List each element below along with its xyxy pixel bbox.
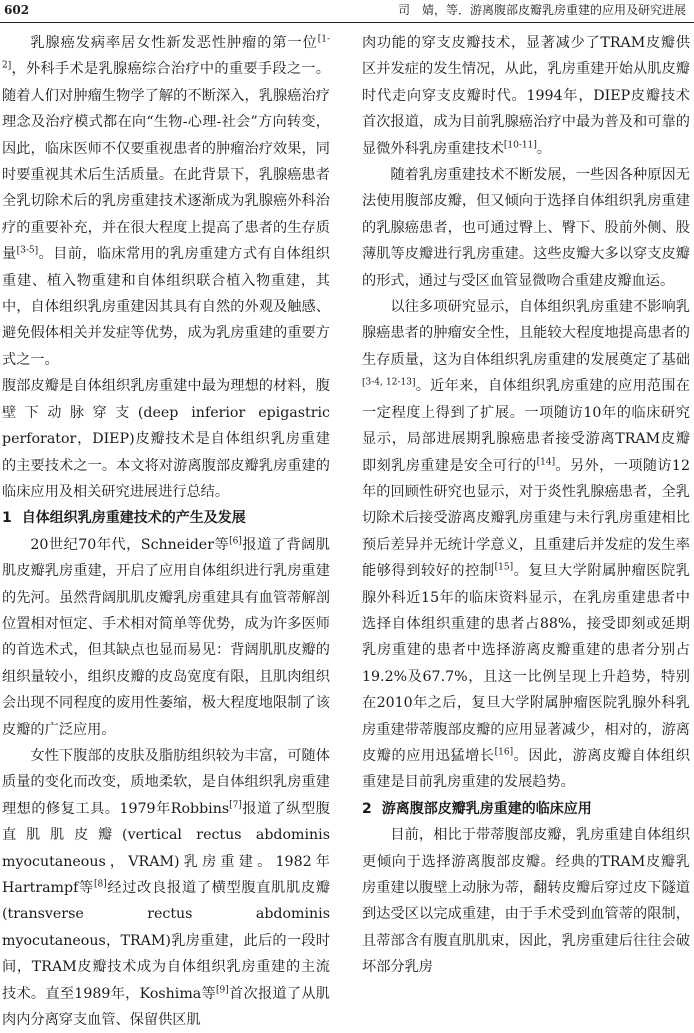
paragraph-perforator: 肉功能的穿支皮瓣技术，显著减少了TRAM皮瓣供区并发症的发生情况，从此，乳房重建开始从肌皮瓣时代走向穿支皮瓣时代。1994年，DIEP皮瓣技术首次报道，成为目前乳腺癌治疗中最为普及和可靠的显微外科乳房重建技术[ $^{10-11}$ ] 。 bbox=[362, 30, 690, 162]
citation: [ $^{14}$ ] bbox=[537, 457, 555, 467]
paragraph-studies: 以往多项研究显示，自体组织乳房重建不影响乳腺癌患者的肿瘤安全性，且能较大程度地提高患者的生存质量，这为自体组织乳房重建的发展奠定了基础[ $^{3-4, 12-13}$ ] 。近年来，自体组织乳房重建的应用范围在一定程度上得到了扩展。一项随访10年的临床研究显示，局部进展期乳腺癌患者接受游离TRAM皮瓣即刻乳房重建是安全可行的[ $^{14}$ ] 。另外，一项随访12年的回顾性研究也显示，对于炎性乳腺癌患者，全乳切除术后接受游离皮瓣乳房重建与未行乳房重建相比预后差异并无统计学意义，且重建后并发症的发生率能够得到较好的控制[ $^{15}$ ] 。复旦大学附属肿瘤医院乳腺外科近15年的临床资料显示，在乳房重建患者中选择自体组织重建的患者占88%，接受即刻或延期乳房重建的患者中选择游离皮瓣重建的患者分别占19.2%及67.7%，且这一比例呈现上升趋势，特别在2010年之后，复旦大学附属肿瘤医院乳腺外科乳房重建带蒂腹部皮瓣的应用显著减少，相对的，游离皮瓣的应用迅猛增长[ $^{16}$ ] 。因此，游离皮瓣自体组织重建是目前乳房重建的发展趋势。 bbox=[362, 294, 690, 796]
section-heading-2: 2 游离腹部皮瓣乳房重建的临床应用 bbox=[362, 800, 592, 817]
citation: [ $^{15}$ ] bbox=[495, 562, 513, 572]
paragraph-diep-overview: 腹部皮瓣是自体组织乳房重建中最为理想的材料，腹壁下动脉穿支(deep inferior epigastric perforator，DIEP)皮瓣技术是自体组织乳房重建的主要技术之一。本文将对游离腹部皮瓣乳房重建的临床应用及相关研究进展进行总结。 bbox=[2, 378, 330, 500]
section-heading-1: 1 自体组织乳房重建技术的产生及发展 bbox=[2, 510, 246, 527]
paragraph-alternative-flaps: 随着乳房重建技术不断发展，一些因各种原因无法使用腹部皮瓣，但又倾向于选择自体组织乳房重建的乳腺癌患者，也可通过臀上、臀下、股前外侧、股薄肌等皮瓣进行乳房重建。这些皮瓣大多以穿支皮瓣的形式，通过与受区血管显微吻合重建皮瓣血运。 bbox=[362, 167, 690, 289]
citation: [ $^{10-11}$ ] bbox=[504, 140, 537, 150]
citation: [ $^{1-2}$ ] bbox=[2, 34, 330, 70]
citation: [ $^9$ ] bbox=[216, 985, 229, 995]
running-header bbox=[0, 0, 694, 23]
left-column bbox=[2, 30, 330, 1033]
citation: [ $^8$ ] bbox=[94, 879, 107, 889]
running-head-title: 司 婧，等．游离腹部皮瓣乳房重建的应用及研究进展 bbox=[397, 3, 686, 17]
citation: [ $^6$ ] bbox=[229, 536, 242, 546]
citation: [ $^7$ ] bbox=[229, 800, 242, 810]
citation: [ $^{3-4, 12-13}$ ] bbox=[362, 378, 415, 388]
paragraph-history: 20世纪70年代，Schneider等[ $^6$ ] 报道了背阔肌肌皮瓣乳房重建，开启了应用自体组织进行乳房重建的先河。虽然背阔肌肌皮瓣乳房重建具有血管蒂解剖位置相对恒定、手术相对简单等优势，成为许多医师的首选术式，但其缺点也显而易见：背阔肌肌皮瓣的组织量较小，组织皮瓣的皮岛宽度有限，且肌肉组织会出现不同程度的废用性萎缩，极大程度地限制了该皮瓣的广泛应用。 bbox=[2, 532, 330, 743]
right-column bbox=[362, 30, 690, 981]
paragraph-clinical-application: 目前，相比于带蒂腹部皮瓣，乳房重建自体组织更倾向于选择游离腹部皮瓣。经典的TRAM皮瓣乳房重建以腹壁上动脉为蒂，翻转皮瓣后穿过皮下隧道到达受区以完成重建，由于手术受到血管蒂的限制，且蒂部含有腹直肌肌束，因此，乳房重建后往往会破坏部分乳房 bbox=[362, 827, 690, 976]
paragraph-abdominal-tissue: 女性下腹部的皮肤及脂肪组织较为丰富，可随体质量的变化而改变，质地柔软，是自体组织乳房重建理想的修复工具。1979年Robbins[ $^7$ ] 报道了纵型腹直肌肌皮瓣(vertical rectus abdominis myocutaneous，VRAM)乳房重建。1982年Hartrampf等[ $^8$ ] 经过改良报道了横型腹直肌肌皮瓣(transverse rectus abdominis myocutaneous，TRAM)乳房重建，此后的一段时间，TRAM皮瓣技术成为自体组织乳房重建的主流技术。直至1989年，Koshima等[ $^9$ ] 首次报道了从肌肉内分离穿支血管、保留供区肌 bbox=[2, 743, 330, 1033]
citation: [ $^{3-5}$ ] bbox=[17, 246, 39, 256]
page-number: 602 bbox=[4, 3, 30, 17]
paragraph-intro: 乳腺癌发病率居女性新发恶性肿瘤的第一位[ $^{1-2}$ ] ，外科手术是乳腺癌综合治疗中的重要手段之一。随着人们对肿瘤生物学了解的不断深入，乳腺癌治疗理念及治疗模式都在向“生物-心理-社会”方向转变，因此，临床医师不仅要重视患者的肿瘤治疗效果，同时要重视其术后生活质量。在此背景下，乳腺癌患者全乳切除术后的乳房重建技术逐渐成为乳腺癌外科治疗的重要补充，并在很大程度上提高了患者的生存质量[ $^{3-5}$ ] 。目前，临床常用的乳房重建方式有自体组织重建、植入物重建和自体组织联合植入物重建，其中，自体组织乳房重建因其具有自然的外观及触感、避免假体相关并发症等优势，成为乳房重建的重要方式之一。 bbox=[2, 30, 330, 373]
citation: [ $^{16}$ ] bbox=[495, 747, 513, 757]
